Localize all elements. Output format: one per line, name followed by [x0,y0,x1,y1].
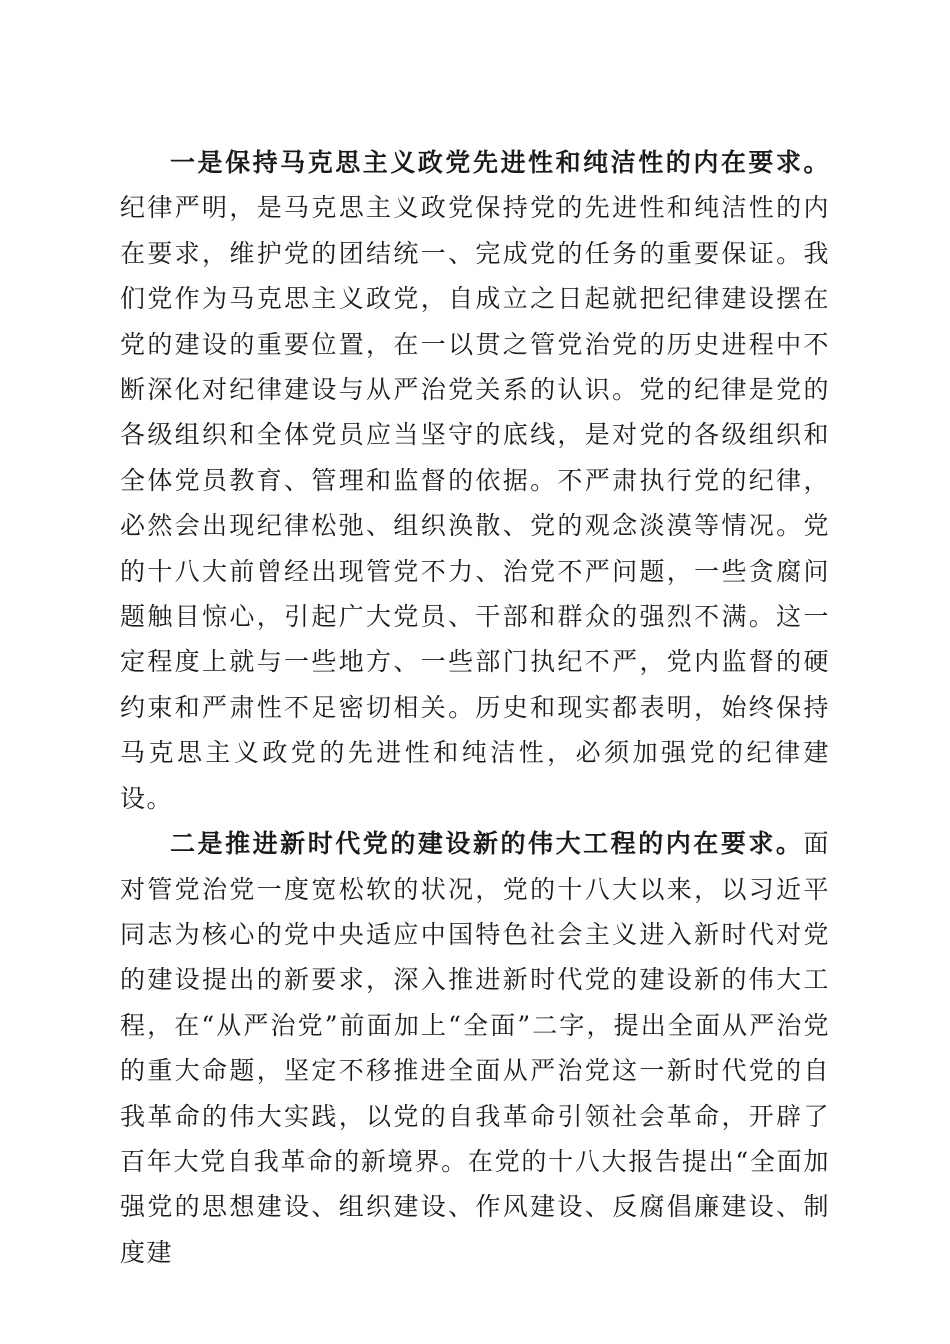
paragraph-2-lead: 二是推进新时代党的建设新的伟大工程的内在要求。 [170,829,804,859]
paragraph-1-lead: 一是保持马克思主义政党先进性和纯洁性的内在要求。 [170,148,830,177]
paragraph-2 [120,821,830,1275]
document-body [120,140,830,1275]
paragraph-1 [120,140,830,821]
paragraph-1-body: 纪律严明，是马克思主义政党保持党的先进性和纯洁性的内在要求，维护党的团结统一、完成党的任务的重要保证。我们党作为马克思主义政党，自成立之日起就把纪律建设摆在党的建设的重要位置，在一以贯之管党治党的历史进程中不断深化对纪律建设与从严治党关系的认识。党的纪律是党的各级组织和全体党员应当坚守的底线，是对党的各级组织和全体党员教育、管理和监督的依据。不严肃执行党的纪律，必然会出现纪律松弛、组织涣散、党的观念淡漠等情况。党的十八大前曾经出现管党不力、治党不严问题，一些贪腐问题触目惊心，引起广大党员、干部和群众的强烈不满。这一定程度上就与一些地方、一些部门执纪不严，党内监督的硬约束和严肃性不足密切相关。历史和现实都表明，始终保持马克思主义政党的先进性和纯洁性，必须加强党的纪律建设。 [120,193,830,813]
paragraph-2-body: 面对管党治党一度宽松软的状况，党的十八大以来，以习近平同志为核心的党中央适应中国特色社会主义进入新时代对党的建设提出的新要求，深入推进新时代党的建设新的伟大工程，在“从严治党”前面加上“全面”二字，提出全面从严治党的重大命题，坚定不移推进全面从严治党这一新时代党的自我革命的伟大实践，以党的自我革命引领社会革命，开辟了百年大党自我革命的新境界。在党的十八大报告提出“全面加强党的思想建设、组织建设、作风建设、反腐倡廉建设、制度建 [120,829,830,1267]
